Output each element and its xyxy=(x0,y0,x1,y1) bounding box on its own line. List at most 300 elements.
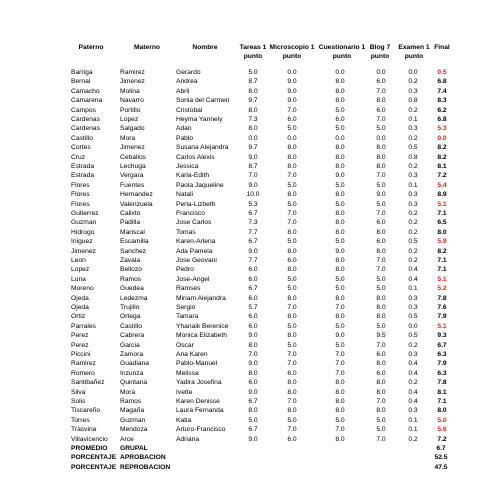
cell-microscopio: 8.0 xyxy=(287,163,297,170)
cell-blog: 8.0 xyxy=(376,388,386,396)
cell-final: 5.0 xyxy=(437,416,447,424)
cell-nombre: Pablo xyxy=(176,134,194,142)
cell-materno: Hernandez xyxy=(120,191,153,199)
cell-final: 7.9 xyxy=(437,313,447,321)
cell-nombre: Oscar xyxy=(176,341,194,349)
cell-blog: 8.0 xyxy=(376,407,386,415)
cell-final: 5.6 xyxy=(437,426,447,434)
cell-blog: 5.0 xyxy=(376,200,386,208)
cell-microscopio: 8.0 xyxy=(287,153,297,161)
cell-tareas: 7.7 xyxy=(248,228,258,236)
cell-microscopio: 5.0 xyxy=(287,181,297,189)
cell-tareas: 7.3 xyxy=(248,116,258,123)
cell-tareas: 8.0 xyxy=(248,125,258,133)
cell-final: 8.1 xyxy=(437,163,447,170)
cell-final: 5.1 xyxy=(437,322,447,330)
cell-examen: 0.3 xyxy=(408,172,418,180)
cell-tareas: 8.7 xyxy=(248,163,258,170)
cell-cuestionario: 8.0 xyxy=(335,210,345,217)
cell-tareas: 9.0 xyxy=(248,153,258,161)
cell-blog: 8.0 xyxy=(376,228,386,236)
cell-tareas: 8.0 xyxy=(248,341,258,349)
cell-materno: Valenzuela xyxy=(120,200,153,208)
cell-final: 8.3 xyxy=(437,97,447,105)
cell-blog: 6.0 xyxy=(376,106,386,114)
cell-tareas: 9.0 xyxy=(248,388,258,396)
cell-materno: Salgado xyxy=(120,125,145,133)
cell-tareas: 9.0 xyxy=(248,247,258,255)
cell-blog: 7.0 xyxy=(376,87,386,95)
cell-nombre: Abril xyxy=(176,87,190,95)
cell-cuestionario: 8.0 xyxy=(335,144,345,152)
cell-examen: 0.3 xyxy=(408,125,418,133)
cell-examen: 0.8 xyxy=(408,153,418,161)
cell-nombre: Cristobal xyxy=(176,106,203,114)
cell-paterno: Torres xyxy=(71,416,90,424)
cell-materno: Sanchez xyxy=(120,247,147,255)
cell-cuestionario: 8.0 xyxy=(335,313,345,321)
cell-microscopio: 5.0 xyxy=(287,125,297,133)
cell-microscopio: 8.0 xyxy=(287,266,297,274)
cell-blog: 8.0 xyxy=(376,163,386,170)
cell-cuestionario: 7.0 xyxy=(335,369,345,377)
cell-paterno: Cardenas xyxy=(71,125,100,133)
cell-cuestionario: 8.0 xyxy=(335,219,345,227)
cell-materno: Mariscal xyxy=(120,228,145,236)
cell-final: 7.2 xyxy=(437,435,447,443)
cell-examen: 0.2 xyxy=(408,78,418,86)
cell-microscopio: 7.0 xyxy=(287,219,297,227)
cell-tareas: 5.7 xyxy=(248,304,258,311)
cell-blog: 5.0 xyxy=(376,275,386,283)
cell-paterno: Cardenas xyxy=(71,116,100,123)
cell-examen: 0.2 xyxy=(408,134,418,142)
cell-materno: Molina xyxy=(120,87,140,95)
cell-microscopio: 8.0 xyxy=(287,228,297,236)
cell-nombre: Monica Elizabeth xyxy=(176,332,227,340)
cell-final: 6.8 xyxy=(437,116,447,123)
cell-materno: Ceballos xyxy=(120,153,147,161)
cell-microscopio: 5.0 xyxy=(287,285,297,293)
cell-materno: Vergara xyxy=(120,172,144,180)
cell-tareas: 9.0 xyxy=(248,360,258,368)
cell-cuestionario: 5.0 xyxy=(335,125,345,133)
cell-final: 6.8 xyxy=(437,78,447,86)
cell-examen: 0.8 xyxy=(408,97,418,105)
cell-final: 5.1 xyxy=(437,275,447,283)
cell-examen: 0.4 xyxy=(408,275,418,283)
cell-microscopio: 7.0 xyxy=(287,210,297,217)
cell-materno: Jimenez xyxy=(120,144,145,152)
cell-materno: Mendoza xyxy=(120,426,148,434)
cell-paterno: Flores xyxy=(71,181,90,189)
cell-blog: 6.0 xyxy=(376,219,386,227)
cell-nombre: Andrea xyxy=(176,78,198,86)
cell-nombre: Ana Karen xyxy=(176,351,208,358)
cell-cuestionario: 8.0 xyxy=(335,257,345,264)
cell-microscopio: 0.0 xyxy=(287,69,297,76)
header-blog: Blog 7 punto xyxy=(369,44,391,60)
cell-microscopio: 7.0 xyxy=(287,172,297,180)
cell-paterno: Leon xyxy=(71,257,86,264)
cell-blog: 8.0 xyxy=(376,294,386,302)
cell-final: 7.4 xyxy=(437,87,447,95)
cell-blog: 5.0 xyxy=(376,285,386,293)
cell-tareas: 9.0 xyxy=(248,332,258,340)
cell-final: 7.8 xyxy=(437,379,447,387)
cell-microscopio: 7.0 xyxy=(287,351,297,358)
cell-tareas: 8.7 xyxy=(248,78,258,86)
cell-cuestionario: 8.0 xyxy=(335,87,345,95)
cell-cuestionario: 5.0 xyxy=(335,285,345,293)
cell-final: 7.6 xyxy=(437,304,447,311)
cell-paterno: Cortes xyxy=(71,144,91,152)
cell-final: 0.0 xyxy=(437,134,447,142)
cell-paterno: Moreno xyxy=(71,285,94,293)
cell-paterno: Perez xyxy=(71,332,89,340)
header-final: Final xyxy=(434,44,450,51)
cell-tareas: 8.0 xyxy=(248,407,258,415)
cell-examen: 0.4 xyxy=(408,388,418,396)
cell-examen: 0.4 xyxy=(408,398,418,405)
cell-nombre: Natali xyxy=(176,191,194,199)
cell-cuestionario: 6.0 xyxy=(335,116,345,123)
cell-examen: 0.0 xyxy=(408,322,418,330)
cell-paterno: Perez xyxy=(71,341,89,349)
cell-examen: 0.2 xyxy=(408,247,418,255)
cell-final: 7.1 xyxy=(437,257,447,264)
header-examen: Examen 1 punto xyxy=(398,44,430,60)
cell-tareas: 7.0 xyxy=(248,172,258,180)
cell-tareas: 9.0 xyxy=(248,435,258,443)
cell-blog: 6.0 xyxy=(376,351,386,358)
cell-examen: 0.4 xyxy=(408,266,418,274)
cell-tareas: 6.7 xyxy=(248,238,258,246)
cell-final: 8.2 xyxy=(437,153,447,161)
cell-microscopio: 8.0 xyxy=(287,294,297,302)
cell-microscopio: 7.0 xyxy=(287,398,297,405)
cell-final: 8.2 xyxy=(437,144,447,152)
cell-paterno: Guzman xyxy=(71,219,97,227)
cell-paterno: Bernal xyxy=(71,78,91,86)
header-microscopio: Microscopio 1 punto xyxy=(269,44,315,60)
cell-tareas: 6.0 xyxy=(248,294,258,302)
cell-materno: Guedea xyxy=(120,285,144,293)
cell-materno: Guzman xyxy=(120,416,146,424)
cell-nombre: Melissa xyxy=(176,369,199,377)
cell-materno: Castillo xyxy=(120,322,142,330)
cell-tareas: 5.0 xyxy=(248,416,258,424)
cell-cuestionario: 7.0 xyxy=(335,426,345,434)
cell-tareas: 9.0 xyxy=(248,181,258,189)
cell-cuestionario: 5.0 xyxy=(335,341,345,349)
cell-tareas: 6.7 xyxy=(248,398,258,405)
cell-paterno: Flores xyxy=(71,191,90,199)
cell-paterno: Ramirez xyxy=(71,360,96,368)
cell-final: 5.1 xyxy=(437,200,447,208)
cell-examen: 0.2 xyxy=(408,210,418,217)
cell-blog: 7.0 xyxy=(376,116,386,123)
cell-cuestionario: 5.0 xyxy=(335,322,345,330)
cell-materno: Jimenez xyxy=(120,78,145,86)
cell-blog: 7.0 xyxy=(376,266,386,274)
cell-blog: 8.0 xyxy=(376,144,386,152)
cell-materno: Trujillo xyxy=(120,304,140,311)
cell-examen: 0.3 xyxy=(408,351,418,358)
cell-final: 7.9 xyxy=(437,360,447,368)
cell-nombre: Paola Jaqueline xyxy=(176,181,224,189)
cell-cuestionario: 9.0 xyxy=(335,332,345,340)
cell-examen: 0.2 xyxy=(408,257,418,264)
cell-microscopio: 7.0 xyxy=(287,360,297,368)
cell-microscopio: 5.0 xyxy=(287,341,297,349)
cell-blog: 7.0 xyxy=(376,210,386,217)
cell-blog: 9.0 xyxy=(376,191,386,199)
cell-tareas: 10.0 xyxy=(246,191,260,199)
cell-cuestionario: 8.0 xyxy=(335,266,345,274)
cell-cuestionario: 8.0 xyxy=(335,379,345,387)
cell-paterno: Estrada xyxy=(71,172,95,180)
cell-nombre: Adriana xyxy=(176,435,200,443)
cell-final: 6.2 xyxy=(437,106,447,114)
cell-materno: Escamilla xyxy=(120,238,149,246)
cell-tareas: 0.0 xyxy=(248,134,258,142)
cell-tareas: 7.3 xyxy=(248,219,258,227)
cell-materno: Ramos xyxy=(120,398,142,405)
cell-materno: Inzunza xyxy=(120,369,144,377)
cell-tareas: 6.0 xyxy=(248,379,258,387)
cell-materno: Ortega xyxy=(120,313,141,321)
cell-cuestionario: 5.0 xyxy=(335,416,345,424)
cell-tareas: 6.7 xyxy=(248,210,258,217)
cell-examen: 0.2 xyxy=(408,219,418,227)
cell-blog: 5.0 xyxy=(376,416,386,424)
summary-label1: PORCENTAJE xyxy=(71,454,117,462)
cell-blog: 0.0 xyxy=(376,134,386,142)
cell-examen: 0.2 xyxy=(408,435,418,443)
cell-cuestionario: 8.0 xyxy=(335,435,345,443)
cell-microscopio: 9.0 xyxy=(287,97,297,105)
cell-nombre: Karen-Arlena xyxy=(176,238,216,246)
cell-cuestionario: 8.0 xyxy=(335,97,345,105)
cell-cuestionario: 7.0 xyxy=(335,360,345,368)
cell-examen: 0.5 xyxy=(408,144,418,152)
cell-paterno: Camarena xyxy=(71,97,103,105)
cell-microscopio: 5.0 xyxy=(287,322,297,330)
cell-nombre: Ada Pamela xyxy=(176,247,213,255)
cell-blog: 6.0 xyxy=(376,78,386,86)
header-materno: Materno xyxy=(133,44,160,51)
cell-blog: 9.5 xyxy=(376,332,386,340)
cell-final: 5.3 xyxy=(437,125,447,133)
cell-tareas: 6.7 xyxy=(248,285,258,293)
cell-tareas: 5.0 xyxy=(248,69,258,76)
cell-examen: 0.1 xyxy=(408,426,418,434)
cell-nombre: Heyma Yannely xyxy=(176,116,223,123)
cell-final: 7.1 xyxy=(437,398,447,405)
cell-blog: 7.0 xyxy=(376,257,386,264)
cell-paterno: Cruz xyxy=(71,153,86,161)
cell-nombre: Jose-Angel xyxy=(176,275,210,283)
cell-materno: Mora xyxy=(120,134,136,142)
cell-nombre: Yadira Josefina xyxy=(176,379,222,387)
cell-examen: 0.1 xyxy=(408,416,418,424)
cell-cuestionario: 5.0 xyxy=(335,200,345,208)
cell-cuestionario: 8.0 xyxy=(335,398,345,405)
cell-nombre: Karla-Edith xyxy=(176,172,210,180)
cell-blog: 6.0 xyxy=(376,369,386,377)
cell-nombre: Sonia del Carmen xyxy=(176,97,230,105)
cell-materno: Bellozo xyxy=(120,266,142,274)
cell-microscopio: 6.0 xyxy=(287,257,297,264)
cell-microscopio: 5.0 xyxy=(287,416,297,424)
cell-examen: 0.2 xyxy=(408,341,418,349)
cell-paterno: Villavicencio xyxy=(71,435,108,443)
cell-microscopio: 8.0 xyxy=(287,407,297,415)
cell-nombre: Jessica xyxy=(176,163,199,170)
cell-tareas: 5.3 xyxy=(248,200,258,208)
cell-cuestionario: 8.0 xyxy=(335,78,345,86)
cell-paterno: Ortiz xyxy=(71,313,86,321)
cell-paterno: Ojeda xyxy=(71,294,89,302)
cell-microscopio: 8.0 xyxy=(287,247,297,255)
cell-microscopio: 6.0 xyxy=(287,369,297,377)
summary-value: 6.7 xyxy=(436,445,446,452)
summary-label2: REPROBACION xyxy=(120,463,171,471)
cell-paterno: Iniguez xyxy=(71,238,93,246)
cell-microscopio: 8.0 xyxy=(287,332,297,340)
cell-microscopio: 5.0 xyxy=(287,200,297,208)
cell-paterno: Romero xyxy=(71,369,95,377)
cell-nombre: Katia xyxy=(176,416,192,424)
cell-microscopio: 7.0 xyxy=(287,106,297,114)
cell-tareas: 6.7 xyxy=(248,426,258,434)
cell-nombre: Arturo-Francisco xyxy=(176,426,226,434)
cell-tareas: 9.7 xyxy=(248,97,258,105)
cell-final: 6.3 xyxy=(437,369,447,377)
cell-microscopio: 8.0 xyxy=(287,191,297,199)
summary-value: 47.5 xyxy=(434,463,448,471)
cell-final: 7.8 xyxy=(437,294,447,302)
cell-tareas: 6.0 xyxy=(248,313,258,321)
cell-paterno: Parrales xyxy=(71,322,96,330)
cell-materno: Magaña xyxy=(120,407,145,415)
cell-blog: 7.0 xyxy=(376,398,386,405)
cell-examen: 0.5 xyxy=(408,332,418,340)
cell-microscopio: 5.0 xyxy=(287,238,297,246)
cell-final: 6.7 xyxy=(437,341,447,349)
cell-materno: Calixto xyxy=(120,210,141,217)
cell-materno: Guadiana xyxy=(120,360,150,368)
cell-blog: 8.0 xyxy=(376,304,386,311)
cell-paterno: Hidrogo xyxy=(71,228,95,236)
cell-final: 7.1 xyxy=(437,210,447,217)
cell-materno: Fuentes xyxy=(120,181,145,189)
cell-paterno: Silva xyxy=(71,388,86,396)
cell-cuestionario: 8.0 xyxy=(335,228,345,236)
cell-examen: 0.5 xyxy=(408,313,418,321)
cell-final: 5.9 xyxy=(437,238,447,246)
cell-examen: 0.5 xyxy=(408,238,418,246)
cell-examen: 0.3 xyxy=(408,304,418,311)
cell-final: 7.1 xyxy=(437,266,447,274)
summary-label1: PORCENTAJE xyxy=(71,463,117,471)
cell-cuestionario: 5.0 xyxy=(335,181,345,189)
cell-cuestionario: 9.0 xyxy=(335,172,345,180)
cell-paterno: Tiscareño xyxy=(71,407,101,415)
cell-paterno: Flores xyxy=(71,200,90,208)
cell-tareas: 6.0 xyxy=(248,275,258,283)
cell-microscopio: 9.0 xyxy=(287,78,297,86)
cell-cuestionario: 5.0 xyxy=(335,106,345,114)
header-paterno: Paterno xyxy=(78,44,104,51)
cell-nombre: Jose Geovani xyxy=(176,257,217,264)
cell-materno: Arce xyxy=(120,435,134,443)
cell-cuestionario: 5.0 xyxy=(335,238,345,246)
cell-microscopio: 6.0 xyxy=(287,435,297,443)
cell-tareas: 8.0 xyxy=(248,106,258,114)
cell-blog: 7.0 xyxy=(376,172,386,180)
cell-paterno: Santibañez xyxy=(71,379,105,387)
cell-materno: Zamora xyxy=(120,351,144,358)
cell-tareas: 8.0 xyxy=(248,369,258,377)
cell-nombre: Tamara xyxy=(176,313,199,321)
summary-label1: PROMEDIO xyxy=(71,445,108,452)
cell-examen: 0.3 xyxy=(408,191,418,199)
cell-final: 6.3 xyxy=(437,351,447,358)
cell-final: 9.3 xyxy=(437,332,447,340)
cell-paterno: Castillo xyxy=(71,134,93,142)
cell-blog: 8.0 xyxy=(376,97,386,105)
cell-paterno: Campos xyxy=(71,106,96,114)
cell-paterno: Luna xyxy=(71,275,86,283)
cell-final: 6.5 xyxy=(437,219,447,227)
cell-tareas: 7.0 xyxy=(248,351,258,358)
cell-materno: Garcia xyxy=(120,341,140,349)
cell-nombre: Sergio xyxy=(176,304,196,311)
cell-blog: 8.0 xyxy=(376,379,386,387)
cell-paterno: Gutierrez xyxy=(71,210,99,217)
cell-examen: 0.2 xyxy=(408,163,418,170)
header-tareas: Tareas 1 punto xyxy=(239,44,267,60)
cell-blog: 8.0 xyxy=(376,153,386,161)
cell-blog: 7.0 xyxy=(376,435,386,443)
cell-paterno: Estrada xyxy=(71,163,95,170)
cell-nombre: Francisco xyxy=(176,210,205,217)
cell-blog: 8.0 xyxy=(376,247,386,255)
cell-cuestionario: 7.0 xyxy=(335,351,345,358)
cell-microscopio: 5.0 xyxy=(287,275,297,283)
cell-final: 8.0 xyxy=(437,407,447,415)
cell-tareas: 9.7 xyxy=(248,144,258,152)
cell-examen: 0.2 xyxy=(408,106,418,114)
cell-nombre: Pablo-Manuel xyxy=(176,360,218,368)
cell-paterno: Ojeda xyxy=(71,304,89,311)
cell-nombre: Pedro xyxy=(176,266,194,274)
cell-nombre: Ivette xyxy=(176,388,193,396)
cell-blog: 5.0 xyxy=(376,125,386,133)
cell-final: 8.1 xyxy=(437,388,447,396)
cell-nombre: Susana Alejandra xyxy=(176,144,229,152)
cell-cuestionario: 0.0 xyxy=(335,134,345,142)
cell-nombre: Gerardo xyxy=(176,69,201,76)
cell-cuestionario: 5.0 xyxy=(335,275,345,283)
cell-materno: Zavala xyxy=(120,257,141,264)
cell-cuestionario: 8.0 xyxy=(335,163,345,170)
cell-microscopio: 6.0 xyxy=(287,116,297,123)
cell-blog: 6.0 xyxy=(376,238,386,246)
cell-nombre: Yhanaik Berenice xyxy=(176,322,229,330)
